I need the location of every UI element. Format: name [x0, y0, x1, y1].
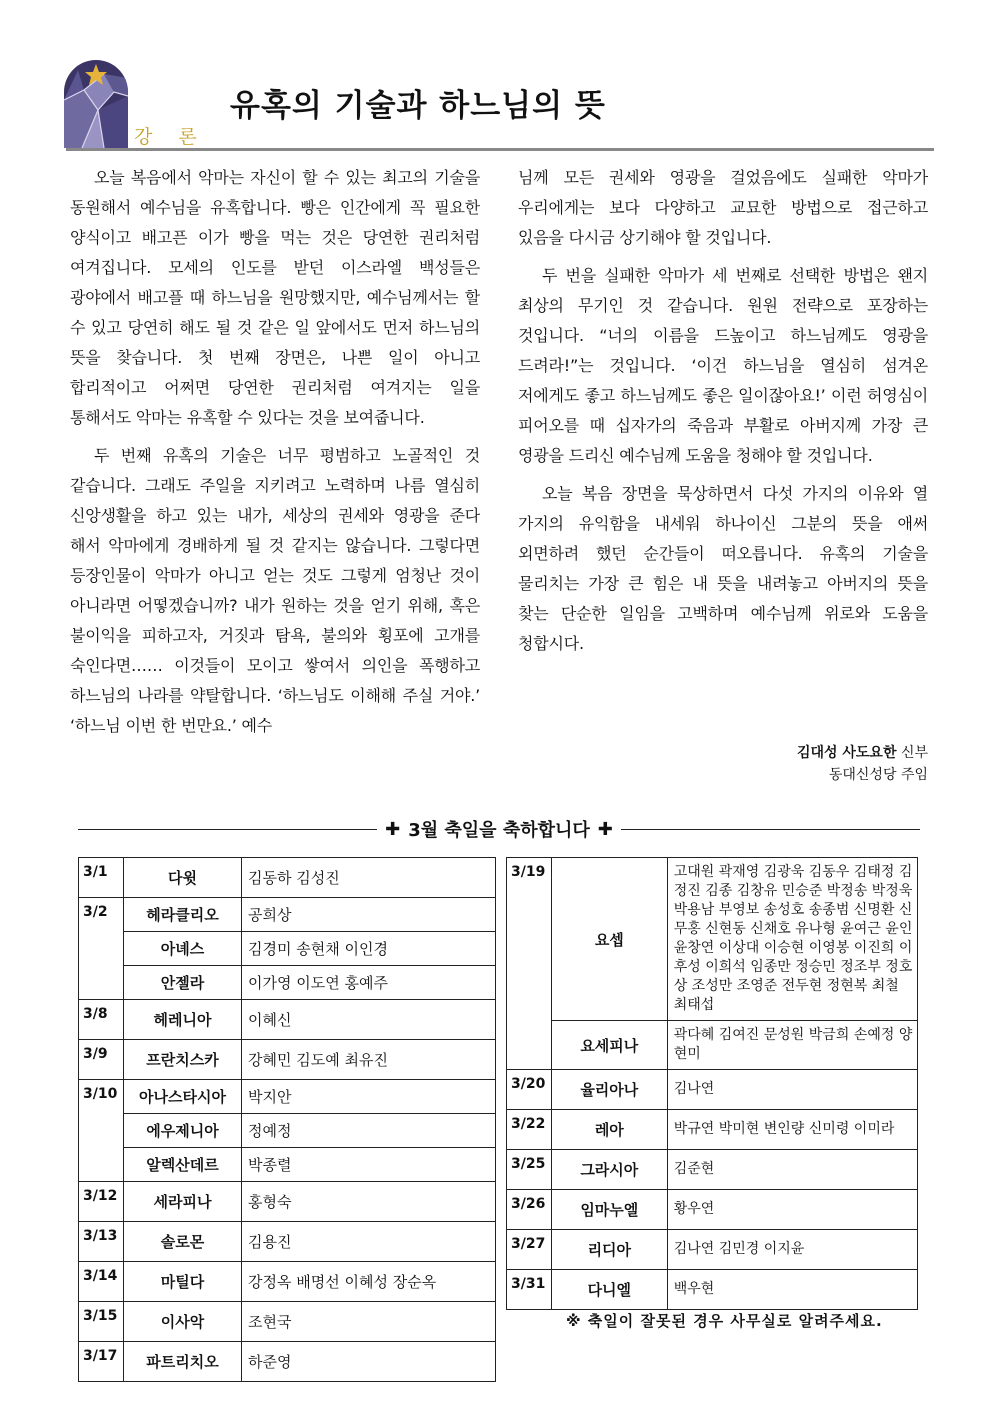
- member-names: 박지안: [242, 1080, 496, 1114]
- feast-date: 3/2: [79, 898, 124, 1000]
- table-row: [79, 1080, 496, 1114]
- member-names: 김경미 송현채 이인경: [242, 932, 496, 966]
- saint-name: 헤레니아: [123, 1000, 241, 1040]
- member-names: 이가영 이도연 홍예주: [242, 966, 496, 1000]
- feast-date: 3/8: [79, 1000, 124, 1040]
- article-paragraph: 두 번을 실패한 악마가 세 번째로 선택한 방법은 왠지 최상의 무기인 것 같습니다. 원원 전략으로 포장하는 것입니다. “너의 이름을 드높이고 하느님께도 영광을 드려라!”는 것입니다. ‘이건 하느님을 열심히 섬겨온 저에게도 좋고 하느님께도 좋은 일이잖아요!’ 이런 허영심이 피어오를 때 십자가의 죽음과 부활로 아버지께 가장 큰 영광을 드리신 예수님께 도움을 청해야 할 것입니다.: [518, 266, 929, 465]
- saint-name: 솔로몬: [123, 1222, 241, 1262]
- table-row: [507, 1230, 918, 1270]
- saint-name: 프란치스카: [123, 1040, 241, 1080]
- feast-date: 3/20: [507, 1070, 552, 1110]
- article-right-column: [518, 163, 928, 667]
- saint-name: 요세피나: [551, 1021, 667, 1070]
- article-paragraph: 두 번째 유혹의 기술은 너무 평범하고 노골적인 것 같습니다. 그래도 주일을 지키려고 노력하며 나름 열심히 신앙생활을 하고 있는 내가, 세상의 권세와 영광을 준다 해서 악마에게 경배하게 될 것 같지는 않습니다. 그렇다면 등장인물이 악마가 아니고 얻는 것도 그렇게 엄청난 것이 아니라면 어떻겠습니까? 내가 원하는 것을 얻기 위해, 혹은 불이익을 피하고자, 거짓과 탐욕, 불의와 횡포에 고개를 숙인다면…… 이것들이 모이고 쌓여서 의인을 폭행하고 하느님의 나라를 약탈합니다. ‘하느님도 이해해 주실 거야.’ ‘하느님 이번 한 번만요.’ 예수: [70, 446, 480, 735]
- member-names: 박종렬: [242, 1148, 496, 1182]
- saint-name: 세라피나: [123, 1182, 241, 1222]
- saint-name: 헤라클리오: [123, 898, 241, 932]
- author-parish: 동대신성당 주임: [828, 767, 928, 783]
- feast-date: 3/17: [79, 1342, 124, 1382]
- feast-date: 3/14: [79, 1262, 124, 1302]
- feast-table-left: [78, 857, 496, 1382]
- feast-date: 3/26: [507, 1190, 552, 1230]
- saint-name: 에우제니아: [123, 1114, 241, 1148]
- author-title: 신부: [900, 745, 928, 761]
- table-row: [79, 1262, 496, 1302]
- feast-date: 3/10: [79, 1080, 124, 1182]
- member-names: 홍형숙: [242, 1182, 496, 1222]
- plus-icon: ✚: [597, 818, 613, 840]
- feast-date: 3/9: [79, 1040, 124, 1080]
- feast-date: 3/15: [79, 1302, 124, 1342]
- article-left-column: [70, 163, 480, 749]
- feast-date: 3/13: [79, 1222, 124, 1262]
- table-row: [79, 1000, 496, 1040]
- author-name: 김대성 사도요한: [796, 745, 897, 761]
- member-names: 황우연: [667, 1190, 917, 1230]
- table-row: [79, 1040, 496, 1080]
- member-names: 김준현: [667, 1150, 917, 1190]
- banner-line-right: [621, 829, 920, 830]
- table-row: [79, 1222, 496, 1262]
- saint-name: 마틸다: [123, 1262, 241, 1302]
- article-paragraph: 오늘 복음 장면을 묵상하면서 다섯 가지의 이유와 열 가지의 유익함을 내세워 하나이신 그분의 뜻을 애써 외면하려 했던 순간들이 떠오릅니다. 유혹의 기술을 물리치는 가장 큰 힘은 내 뜻을 내려놓고 아버지의 뜻을 찾는 단순한 일임을 고백하며 예수님께 위로와 도움을 청합시다.: [518, 484, 928, 653]
- table-row: [79, 898, 496, 932]
- feast-date: 3/25: [507, 1150, 552, 1190]
- feast-date: 3/31: [507, 1270, 552, 1310]
- correction-note: ※ 축일이 잘못된 경우 사무실로 알려주세요.: [566, 1312, 883, 1330]
- member-names: 조현국: [242, 1302, 496, 1342]
- table-row: [79, 858, 496, 898]
- author-block: [797, 742, 928, 786]
- member-names: 공희상: [242, 898, 496, 932]
- table-row: [79, 1148, 496, 1182]
- member-names: 강혜민 김도예 최유진: [242, 1040, 496, 1080]
- table-row: [507, 858, 918, 1021]
- member-names: 김동하 김성진: [242, 858, 496, 898]
- member-names: 김나연: [667, 1070, 917, 1110]
- member-names: 김나연 김민경 이지윤: [667, 1230, 917, 1270]
- feast-date: 3/12: [79, 1182, 124, 1222]
- saint-name: 아녜스: [123, 932, 241, 966]
- saint-name: 안젤라: [123, 966, 241, 1000]
- feast-date: 3/1: [79, 858, 124, 898]
- header: [64, 60, 934, 154]
- member-names: 하준영: [242, 1342, 496, 1382]
- saint-name: 알렉산데르: [123, 1148, 241, 1182]
- saint-name: 다윗: [123, 858, 241, 898]
- saint-name: 다니엘: [551, 1270, 667, 1310]
- article-paragraph-continued: 님께 모든 권세와 영광을 걸었음에도 실패한 악마가 우리에게는 보다 다양하고 교묘한 방법으로 접근하고 있음을 다시금 상기해야 할 것입니다.: [518, 168, 928, 247]
- stained-glass-logo-icon: [64, 60, 128, 148]
- saint-name: 율리아나: [551, 1070, 667, 1110]
- plus-icon: ✚: [385, 818, 401, 840]
- feast-date: 3/19: [507, 858, 552, 1070]
- saint-name: 이사악: [123, 1302, 241, 1342]
- saint-name: 그라시아: [551, 1150, 667, 1190]
- feast-date: 3/27: [507, 1230, 552, 1270]
- member-names: 강정옥 배명선 이혜성 장순옥: [242, 1262, 496, 1302]
- table-row: [79, 966, 496, 1000]
- saint-name: 아나스타시아: [123, 1080, 241, 1114]
- feast-table-right: [506, 857, 918, 1310]
- feast-date: 3/22: [507, 1110, 552, 1150]
- table-row: [507, 1270, 918, 1310]
- table-row: [507, 1150, 918, 1190]
- member-names: 김용진: [242, 1222, 496, 1262]
- member-names: 고대원 곽재영 김광욱 김동우 김태정 김정진 김종 김창유 민승준 박정송 박정욱 박용남 부영보 송성호 송종범 신명환 신무홍 신현동 신채호 유나형 윤여근 윤인 윤창연 이상대 이승현 이영봉 이진희 이후성 이희석 임종만 정승민 정조부 정호상 조성만 조영준 전두현 정현복 최철 최태섭: [667, 858, 917, 1021]
- table-row: [79, 1182, 496, 1222]
- member-names: 곽다혜 김여진 문성원 박금희 손예정 양현미: [667, 1021, 917, 1070]
- table-row: [507, 1190, 918, 1230]
- member-names: 이혜신: [242, 1000, 496, 1040]
- table-row: [79, 1342, 496, 1382]
- member-names: 백우현: [667, 1270, 917, 1310]
- section-label: 강 론: [134, 126, 207, 148]
- page-title: 유혹의 기술과 하느님의 뜻: [230, 88, 606, 124]
- article-paragraph: 오늘 복음에서 악마는 자신이 할 수 있는 최고의 기술을 동원해서 예수님을 유혹합니다. 빵은 인간에게 꼭 필요한 양식이고 배고픈 이가 빵을 먹는 것은 당연한 권리처럼 여겨집니다. 모세의 인도를 받던 이스라엘 백성들은 광야에서 배고플 때 하느님을 원망했지만, 예수님께서는 할 수 있고 당연히 해도 될 것 같은 일 앞에서도 먼저 하느님의 뜻을 찾습니다. 첫 번째 장면은, 나쁜 일이 아니고 합리적이고 어쩌면 당연한 권리처럼 여겨지는 일을 통해서도 악마는 유혹할 수 있다는 것을 보여줍니다.: [70, 168, 480, 427]
- header-divider: [66, 148, 934, 151]
- banner-line-left: [78, 829, 377, 830]
- saint-name: 요셉: [551, 858, 667, 1021]
- saint-name: 임마누엘: [551, 1190, 667, 1230]
- saint-name: 파트리치오: [123, 1342, 241, 1382]
- saint-name: 레아: [551, 1110, 667, 1150]
- table-row: [79, 1302, 496, 1342]
- table-row: [507, 1021, 918, 1070]
- feast-banner: [78, 814, 920, 844]
- member-names: 박규연 박미현 변인량 신미령 이미라: [667, 1110, 917, 1150]
- table-row: [507, 1070, 918, 1110]
- table-row: [79, 932, 496, 966]
- member-names: 정예정: [242, 1114, 496, 1148]
- table-row: [507, 1110, 918, 1150]
- table-row: [79, 1114, 496, 1148]
- saint-name: 리디아: [551, 1230, 667, 1270]
- feast-banner-text: 3월 축일을 축하합니다: [408, 820, 590, 841]
